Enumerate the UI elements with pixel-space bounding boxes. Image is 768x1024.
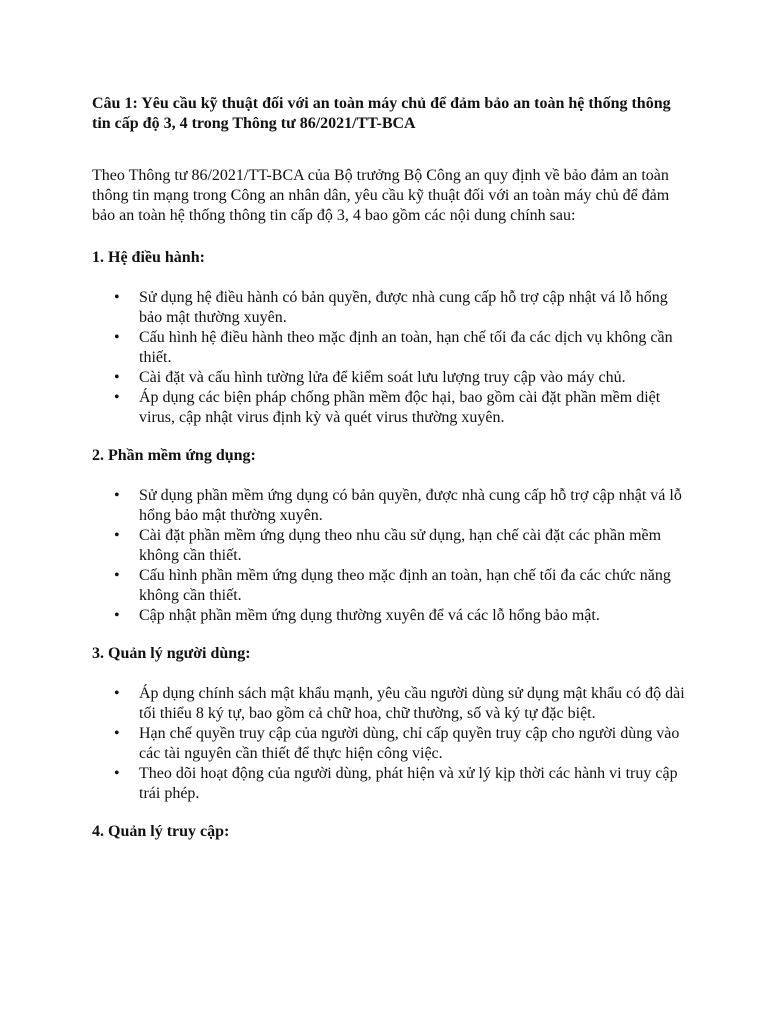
list-item: • Theo dõi hoạt động của người dùng, phát hiện và xử lý kịp thời các hành vi truy cập trái phép. bbox=[114, 765, 678, 802]
section-heading-app-software: 2. Phần mềm ứng dụng: bbox=[92, 447, 256, 464]
bullet-icon: • bbox=[114, 685, 120, 702]
bullet-icon: • bbox=[114, 527, 120, 544]
list-item: • Cập nhật phần mềm ứng dụng thường xuyên để vá các lỗ hổng bảo mật. bbox=[114, 607, 600, 624]
bullet-icon: • bbox=[114, 389, 120, 406]
bullet-icon: • bbox=[114, 329, 120, 346]
bullet-icon: • bbox=[114, 607, 120, 624]
list-item: • Áp dụng các biện pháp chống phần mềm độc hại, bao gồm cài đặt phần mềm diệt virus, cập nhật virus định kỳ và quét virus thường xuyên. bbox=[114, 389, 661, 426]
section-heading-os: 1. Hệ điều hành: bbox=[92, 249, 205, 266]
bullet-icon: • bbox=[114, 567, 120, 584]
list-item: • Sử dụng hệ điều hành có bản quyền, được nhà cung cấp hỗ trợ cập nhật vá lỗ hổng bảo mật thường xuyên. bbox=[114, 289, 668, 326]
bullet-icon: • bbox=[114, 487, 120, 504]
section-heading-access-management: 4. Quản lý truy cập: bbox=[92, 823, 230, 840]
list-item: • Cấu hình hệ điều hành theo mặc định an toàn, hạn chế tối đa các dịch vụ không cần thiết. bbox=[114, 329, 673, 366]
bullet-list-app-software bbox=[92, 486, 692, 626]
list-item: • Áp dụng chính sách mật khẩu mạnh, yêu cầu người dùng sử dụng mật khẩu có độ dài tối thiểu 8 ký tự, bao gồm cả chữ hoa, chữ thường, số và ký tự đặc biệt. bbox=[114, 685, 685, 722]
list-item: • Cấu hình phần mềm ứng dụng theo mặc định an toàn, hạn chế tối đa các chức năng không cần thiết. bbox=[114, 567, 671, 604]
bullet-list-os bbox=[92, 288, 692, 428]
bullet-list-user-management bbox=[92, 684, 692, 804]
list-item: • Sử dụng phần mềm ứng dụng có bản quyền, được nhà cung cấp hỗ trợ cập nhật vá lỗ hổng bảo mật thường xuyên. bbox=[114, 487, 682, 524]
section-heading-user-management: 3. Quản lý người dùng: bbox=[92, 645, 251, 662]
list-item: • Hạn chế quyền truy cập của người dùng, chỉ cấp quyền truy cập cho người dùng vào các tài nguyên cần thiết để thực hiện công việc. bbox=[114, 725, 680, 762]
bullet-icon: • bbox=[114, 289, 120, 306]
bullet-icon: • bbox=[114, 369, 120, 386]
bullet-icon: • bbox=[114, 765, 120, 782]
document-title: Câu 1: Yêu cầu kỹ thuật đối với an toàn máy chủ để đảm bảo an toàn hệ thống thông tin cấp độ 3, 4 trong Thông tư 86/2021/TT-BCA bbox=[92, 95, 671, 132]
intro-paragraph: Theo Thông tư 86/2021/TT-BCA của Bộ trưởng Bộ Công an quy định về bảo đảm an toàn thông tin mạng trong Công an nhân dân, yêu cầu kỹ thuật đối với an toàn máy chủ để đảm bảo an toàn hệ thống thông tin cấp độ 3, 4 bao gồm các nội dung chính sau: bbox=[92, 167, 670, 224]
document-page bbox=[92, 94, 692, 862]
bullet-icon: • bbox=[114, 725, 120, 742]
list-item: • Cài đặt và cấu hình tường lửa để kiểm soát lưu lượng truy cập vào máy chủ. bbox=[114, 369, 626, 386]
list-item: • Cài đặt phần mềm ứng dụng theo nhu cầu sử dụng, hạn chế cài đặt các phần mềm không cần thiết. bbox=[114, 527, 662, 564]
